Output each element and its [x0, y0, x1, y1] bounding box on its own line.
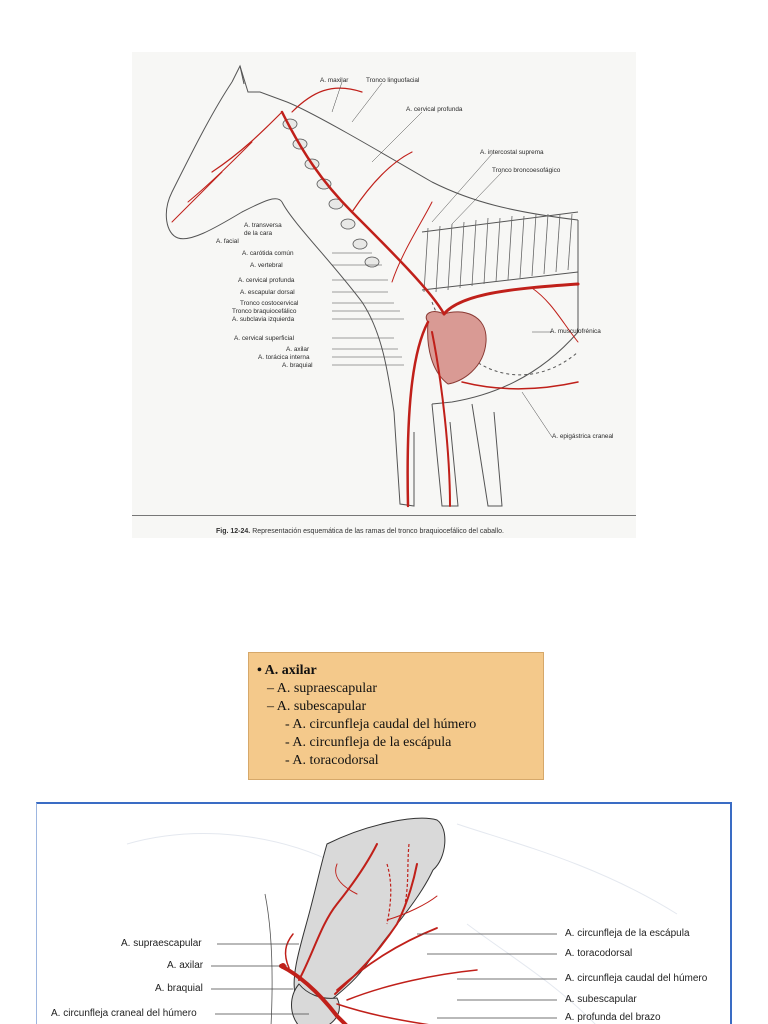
label-tronco-braquiocefalico: Tronco braquiocefálico — [232, 308, 297, 315]
caption-text: Representación esquemática de las ramas del tronco braquiocefálico del caballo. — [252, 528, 504, 535]
label-tronco-broncoesofagico: Tronco broncoesofágico — [492, 167, 561, 174]
label-a-facial: A. facial — [216, 238, 239, 245]
label-a-escapular-dorsal: A. escapular dorsal — [240, 289, 295, 296]
label-a-cervical-superficial: A. cervical superficial — [234, 335, 295, 342]
horse-artery-figure — [132, 52, 636, 538]
label-a-subclavia-izquierda: A. subclavia izquierda — [232, 316, 295, 323]
label-a-cervical-profunda: A. cervical profunda — [238, 277, 295, 284]
label-a-toracodorsal: A. toracodorsal — [565, 948, 633, 959]
horse-outline — [166, 66, 578, 506]
shoulder-artery-figure — [36, 802, 732, 1024]
label-a-epigastrica-craneal: A. epigástrica craneal — [552, 433, 614, 440]
label-a-musculofrenica: A. musculofrénica — [550, 328, 601, 335]
label-a-circunfleja-caudal-humero: A. circunfleja caudal del húmero — [565, 973, 708, 984]
label-a-subescapular: A. subescapular — [565, 994, 637, 1005]
label-tronco-linguofacial: Tronco linguofacial — [366, 77, 420, 84]
label-a-carotida-comun: A. carótida común — [242, 250, 294, 257]
ribs — [424, 214, 572, 292]
horse-illustration — [132, 52, 636, 538]
box-item: - A. circunfleja de la escápula — [285, 735, 452, 750]
box-item: - A. toracodorsal — [285, 753, 379, 768]
label-a-vertebral: A. vertebral — [250, 262, 283, 269]
label-a-toracica-interna: A. torácica interna — [258, 354, 310, 361]
scapula-illustration — [37, 804, 732, 1024]
axilar-branches-box — [248, 652, 544, 780]
label-a-axilar: A. axilar — [286, 346, 310, 353]
label-a-intercostal-suprema: A. intercostal suprema — [480, 149, 544, 156]
label-a-transversa: A. transversa — [244, 222, 282, 229]
figure-caption — [216, 528, 504, 535]
box-item: – A. subescapular — [267, 699, 367, 714]
label-a-circunfleja-craneal-humero: A. circunfleja craneal del húmero — [51, 1008, 197, 1019]
box-title: • A. axilar — [257, 663, 317, 678]
label-a-profunda-brazo: A. profunda del brazo — [565, 1012, 661, 1023]
box-item: - A. circunfleja caudal del húmero — [285, 717, 477, 732]
caption-label: Fig. 12-24. — [216, 528, 251, 535]
label-a-axilar-fig2: A. axilar — [167, 960, 204, 971]
caption-rule — [132, 515, 636, 516]
label-a-circunfleja-escapula: A. circunfleja de la escápula — [565, 928, 690, 939]
box-item: – A. supraescapular — [267, 681, 378, 696]
label-de-la-cara: de la cara — [244, 230, 273, 237]
label-tronco-costocervical: Tronco costocervical — [240, 300, 299, 307]
label-a-braquial-fig2: A. braquial — [155, 983, 203, 994]
label-a-braquial: A. braquial — [282, 362, 313, 369]
label-a-cervical-profunda-top: A. cervical profunda — [406, 106, 463, 113]
label-a-maxilar: A. maxilar — [320, 77, 349, 84]
label-a-supraescapular: A. supraescapular — [121, 938, 202, 949]
